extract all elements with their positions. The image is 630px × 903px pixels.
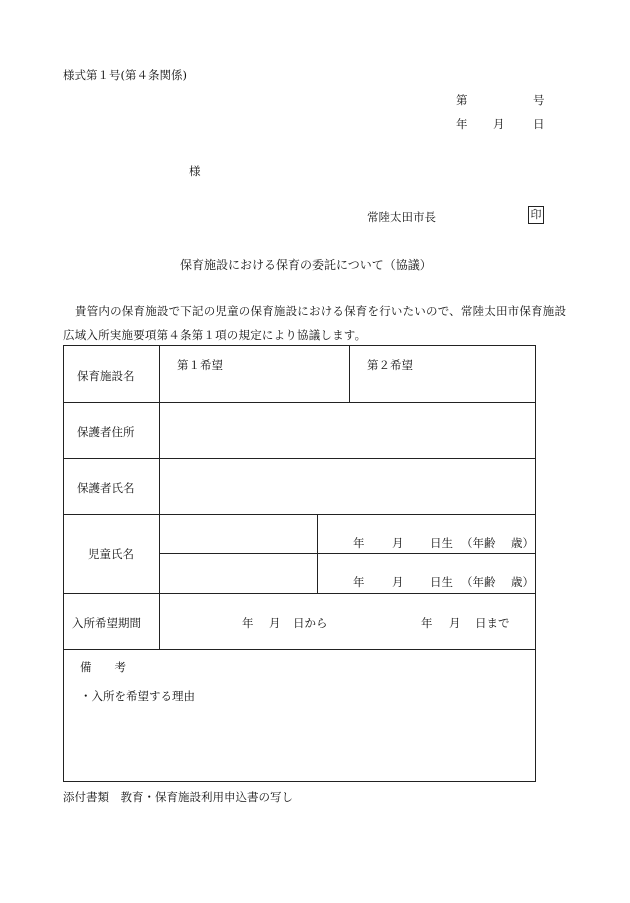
row-divider [64,402,535,403]
birth-year: 年 [353,575,365,589]
row-divider [64,514,535,515]
date-month: 月 [493,117,505,131]
age-open: （年齢 [461,536,496,550]
birth-day: 日生 [430,575,453,589]
remarks-label: 備 考 [80,660,126,674]
period-from-day: 日から [293,616,328,630]
age-close: 歳） [511,536,534,550]
number-suffix: 号 [533,93,545,107]
age-close: 歳） [511,575,534,589]
row-divider [159,553,535,554]
second-choice-label: 第２希望 [367,358,413,372]
attachment-note: 添付書類 教育・保育施設利用申込書の写し [63,790,293,804]
guardian-name-label: 保護者氏名 [77,481,135,495]
first-choice-label: 第１希望 [177,358,223,372]
facility-label: 保育施設名 [77,369,135,383]
admission-reason-label: ・入所を希望する理由 [80,689,195,703]
admission-period-label: 入所希望期間 [72,616,141,630]
form-number: 様式第１号(第４条関係) [63,68,187,82]
column-divider [159,346,160,649]
date-day: 日 [533,117,545,131]
row-divider [64,649,535,650]
period-to-month: 月 [449,616,461,630]
sender-name: 常陸太田市長 [367,210,436,224]
period-to-year: 年 [421,616,433,630]
column-divider [349,346,350,402]
document-title: 保育施設における保育の委託について（協議） [180,258,432,272]
body-paragraph [63,299,573,347]
number-prefix: 第 [456,93,468,107]
column-divider [317,514,318,593]
date-year: 年 [456,117,468,131]
addressee-honorific: 様 [189,164,201,178]
guardian-address-label: 保護者住所 [77,425,135,439]
body-paragraph-text: 貴管内の保育施設で下記の児童の保育施設における保育を行いたいので、常陸太田市保育施設広域入所実施要項第４条第１項の規定により協議します。 [63,304,567,342]
age-open: （年齢 [461,575,496,589]
birth-month: 月 [392,536,404,550]
period-from-month: 月 [269,616,281,630]
birth-day: 日生 [430,536,453,550]
period-to-day: 日まで [475,616,510,630]
child-name-label: 児童氏名 [88,547,134,561]
request-form-table [63,345,536,782]
period-from-year: 年 [242,616,254,630]
row-divider [64,458,535,459]
birth-year: 年 [353,536,365,550]
row-divider [64,593,535,594]
birth-month: 月 [392,575,404,589]
seal-mark: 印 [528,206,544,224]
